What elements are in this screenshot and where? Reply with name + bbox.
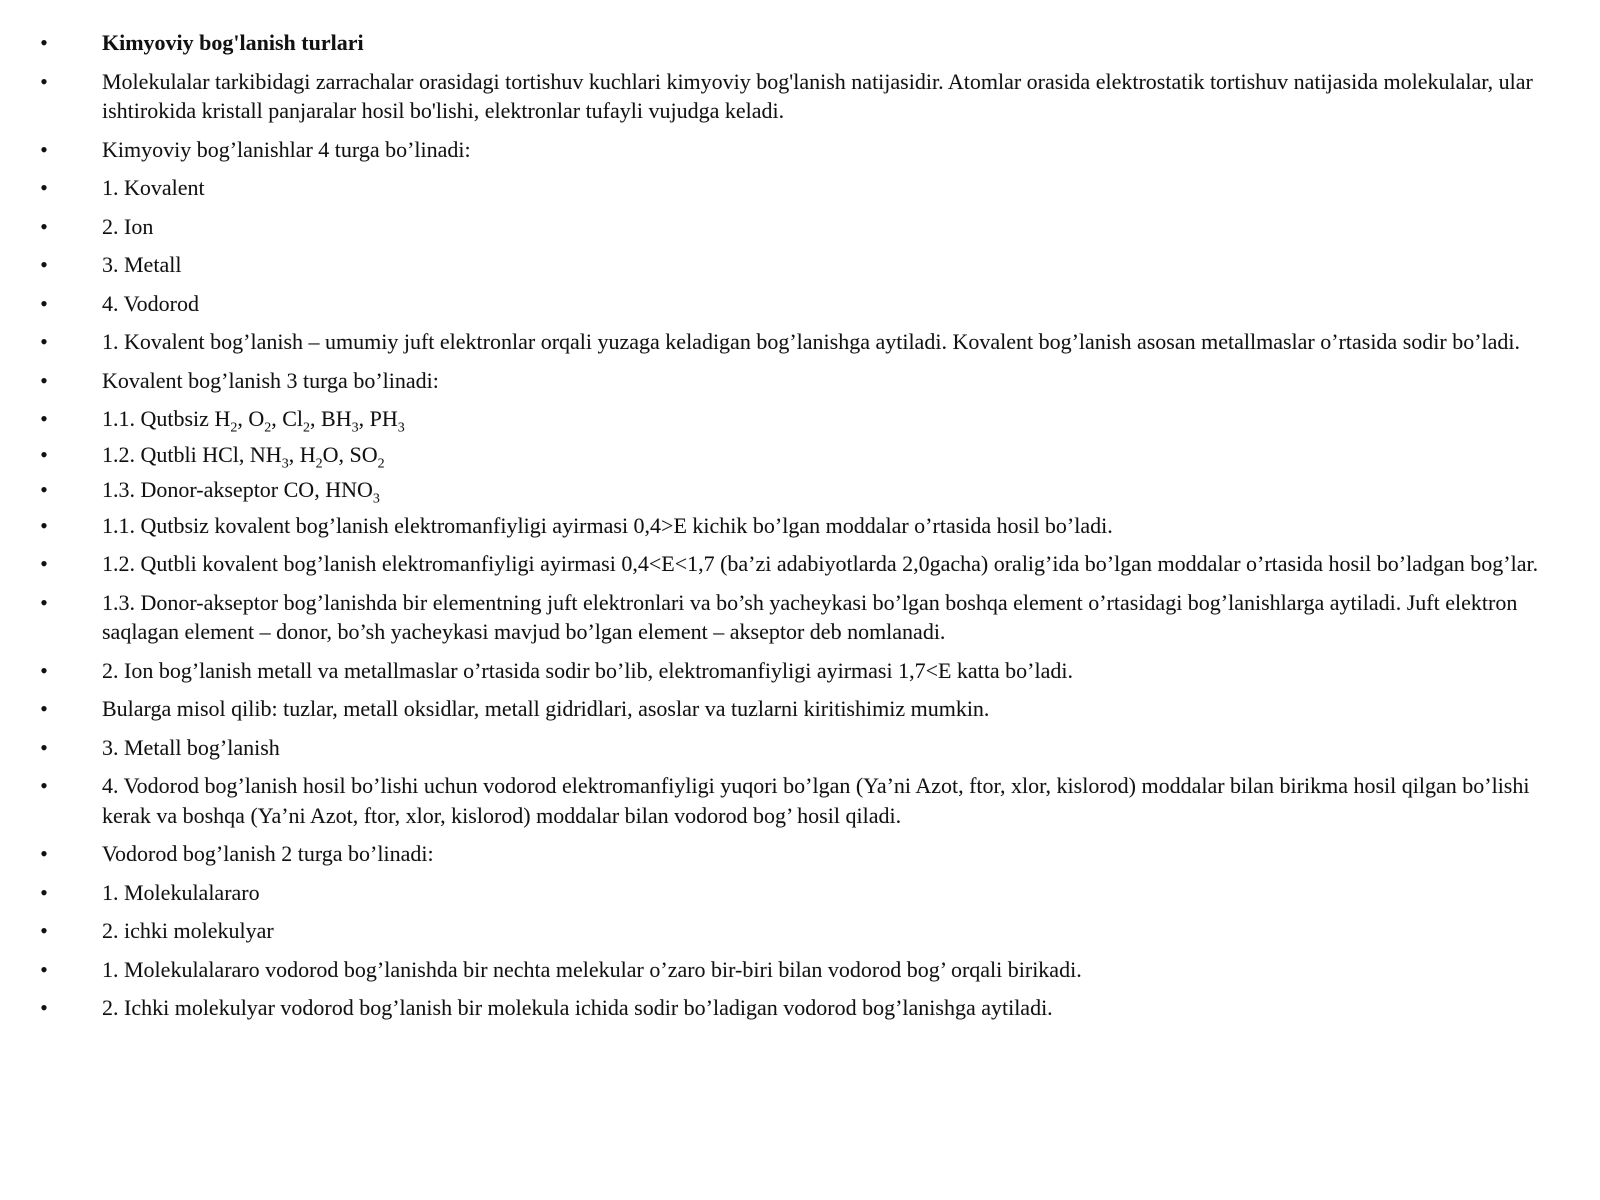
paragraph: 2. Ion xyxy=(102,213,154,239)
bullet: • xyxy=(40,213,48,239)
bullet: • xyxy=(40,589,48,615)
list-item xyxy=(0,588,1600,647)
bullet: • xyxy=(40,290,48,316)
bullet: • xyxy=(40,477,48,502)
bullet: • xyxy=(40,841,48,866)
paragraph: 1.1. Qutbsiz kovalent bog’lanish elektromanfiyligi ayirmasi 0,4>E kichik bo’lgan moddalar o’rtasida hosil bo’ladi. xyxy=(102,512,1113,538)
list-item xyxy=(0,839,1600,869)
paragraph: 3. Metall xyxy=(102,252,182,277)
bullet: • xyxy=(40,696,48,721)
list-item xyxy=(0,656,1600,686)
paragraph: 1.3. Donor-akseptor bog’lanishda bir elementning juft elektronlari va bo’sh yacheykasi bo’lgan boshqa element o’rtasidagi bog’lanishlarga aytiladi. Juft elektron saqlagan element – donor, bo’sh yacheykasi mavjud bo’lgan element – akseptor deb nomlanadi. xyxy=(102,589,1518,644)
list-item xyxy=(0,67,1600,126)
list-item xyxy=(0,771,1600,830)
bullet: • xyxy=(40,68,48,94)
bullet: • xyxy=(40,329,48,354)
bullet: • xyxy=(40,136,48,162)
formula-text: 1.3. Donor-akseptor CO, $HNO_3$ xyxy=(102,477,380,507)
paragraph: Vodorod bog’lanish 2 turga bo’linadi: xyxy=(102,841,434,866)
paragraph: Kovalent bog’lanish 3 turga bo’linadi: xyxy=(102,367,439,393)
list-item xyxy=(0,289,1600,319)
bullet: • xyxy=(40,551,48,576)
bullet: • xyxy=(40,441,48,467)
bullet: • xyxy=(40,734,48,760)
list-item xyxy=(0,212,1600,242)
bullet: • xyxy=(40,956,48,982)
bullet: • xyxy=(40,406,48,431)
document-page xyxy=(0,28,1600,1032)
paragraph: 1. Molekulalararo vodorod bog’lanishda bir nechta melekular o’zaro bir-biri bilan vodorod bog’ orqali birikadi. xyxy=(102,956,1082,982)
list-item xyxy=(0,135,1600,165)
paragraph: Bularga misol qilib: tuzlar, metall oksidlar, metall gidridlari, asoslar va tuzlarni kiritishimiz mumkin. xyxy=(102,696,990,721)
paragraph: 2. Ion bog’lanish metall va metallmaslar o’rtasida sodir bo’lib, elektromanfiyligi ayirmasi 1,7<E katta bo’ladi. xyxy=(102,657,1073,683)
paragraph: 2. Ichki molekulyar vodorod bog’lanish bir molekula ichida sodir bo’ladigan vodorod bog’lanishga aytiladi. xyxy=(102,995,1053,1020)
heading: Kimyoviy bog'lanish turlari xyxy=(102,30,364,55)
list-item xyxy=(0,511,1600,541)
paragraph: 2. ichki molekulyar xyxy=(102,918,274,943)
bullet: • xyxy=(40,512,48,538)
list-item xyxy=(0,993,1600,1023)
paragraph: 1. Kovalent bog’lanish – umumiy juft elektronlar orqali yuzaga keladigan bog’lanishga aytiladi. Kovalent bog’lanish asosan metallmaslar o’rtasida sodir bo’ladi. xyxy=(102,329,1521,354)
list-item xyxy=(0,173,1600,203)
bullet: • xyxy=(40,773,48,798)
bullet: • xyxy=(40,657,48,683)
paragraph: Kimyoviy bog’lanishlar 4 turga bo’linadi: xyxy=(102,136,471,162)
list-item xyxy=(0,366,1600,396)
paragraph: 4. Vodorod bog’lanish hosil bo’lishi uchun vodorod elektromanfiyligi yuqori bo’lgan (Ya’ni Azot, ftor, xlor, kislorod) moddalar bilan birikma hosil qilgan bo’lishi kerak va boshqa (Ya’ni Azot, ftor, xlor, kislorod) moddalar bilan vodorod bog’ hosil qiladi. xyxy=(102,773,1530,828)
bullet: • xyxy=(40,30,48,55)
paragraph: 4. Vodorod xyxy=(102,290,199,316)
list-item xyxy=(0,694,1600,724)
paragraph: 3. Metall bog’lanish xyxy=(102,734,280,760)
list-item-formula xyxy=(0,440,1600,470)
formula-text: 1.2. Qutbli HCl, $NH_3$, $H_2O$, $SO_2$ xyxy=(102,441,385,471)
bullet: • xyxy=(40,995,48,1020)
list-item-formula xyxy=(0,475,1600,505)
list-item xyxy=(0,250,1600,280)
list-item xyxy=(0,916,1600,946)
bullet: • xyxy=(40,879,48,905)
bullet: • xyxy=(40,252,48,277)
list-item-formula xyxy=(0,404,1600,434)
bullet: • xyxy=(40,367,48,393)
paragraph: 1. Kovalent xyxy=(102,175,205,200)
formula-text: 1.1. Qutbsiz $H_2$, $O_2$, $Cl_2$, $BH_3$, $PH_3$ xyxy=(102,406,405,436)
bullet: • xyxy=(40,175,48,200)
list-item xyxy=(0,878,1600,908)
list-item xyxy=(0,733,1600,763)
list-item-title xyxy=(0,28,1600,58)
paragraph: 1. Molekulalararo xyxy=(102,879,260,905)
paragraph: 1.2. Qutbli kovalent bog’lanish elektromanfiyligi ayirmasi 0,4<E<1,7 (ba’zi adabiyotlarda 2,0gacha) oralig’ida bo’lgan moddalar o’rtasida hosil bo’ladgan bog’lar. xyxy=(102,551,1539,576)
list-item xyxy=(0,955,1600,985)
bullet: • xyxy=(40,918,48,943)
paragraph: Molekulalar tarkibidagi zarrachalar orasidagi tortishuv kuchlari kimyoviy bog'lanish natijasidir. Atomlar orasida elektrostatik tortishuv natijasida molekulalar, ular ishtirokida kristall panjaralar hosil bo'lishi, elektronlar tufayli vujudga keladi. xyxy=(102,68,1533,123)
list-item xyxy=(0,327,1600,357)
list-item xyxy=(0,549,1600,579)
